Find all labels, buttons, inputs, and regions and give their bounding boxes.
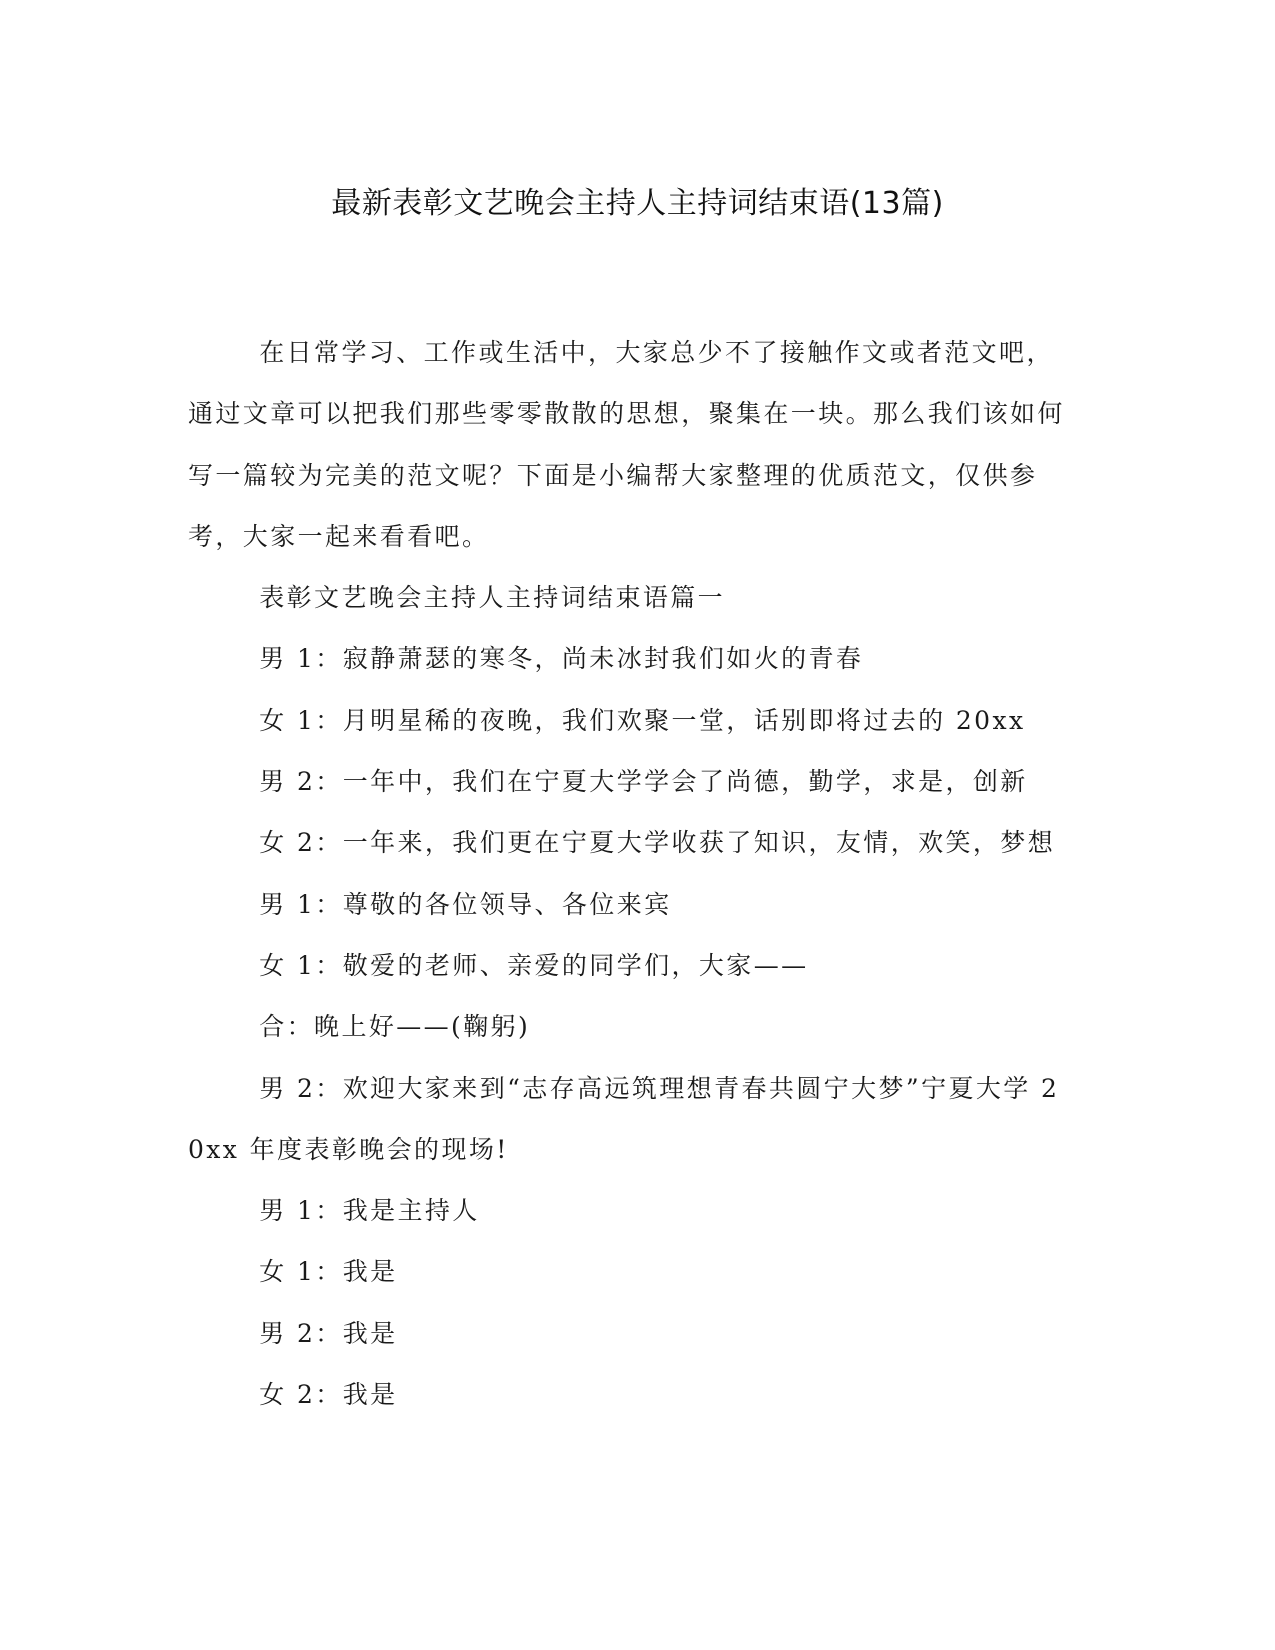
script-line: 女 1：敬爱的老师、亲爱的同学们，大家—— [259, 950, 809, 980]
script-line: 男 2：我是 [259, 1318, 398, 1348]
intro-paragraph: 在日常学习、工作或生活中，大家总少不了接触作文或者范文吧，通过文章可以把我们那些零零散散的思想，聚集在一块。那么我们该如何写一篇较为完美的范文呢？下面是小编帮大家整理的优质范文，仅供参考，大家一起来看看吧。 [188, 338, 1065, 551]
script-line: 男 1：寂静萧瑟的寒冬，尚未冰封我们如火的青春 [259, 644, 864, 674]
script-line: 女 1：月明星稀的夜晚，我们欢聚一堂，话别即将过去的 20xx [259, 705, 1026, 735]
script-line: 男 1：我是主持人 [259, 1196, 480, 1226]
section-heading: 表彰文艺晚会主持人主持词结束语篇一 [259, 583, 726, 613]
script-line: 男 1：尊敬的各位领导、各位来宾 [259, 889, 672, 919]
script-line: 男 2：欢迎大家来到“志存高远筑理想青春共圆宁大梦”宁夏大学 20xx 年度表彰晚会的现场! [188, 1073, 1060, 1164]
document-title: 最新表彰文艺晚会主持人主持词结束语(13篇) [331, 186, 944, 221]
script-line: 男 2：一年中，我们在宁夏大学学会了尚德，勤学，求是，创新 [259, 767, 1028, 797]
script-line: 合：晚上好——(鞠躬) [259, 1012, 531, 1042]
script-line: 女 2：我是 [259, 1380, 398, 1410]
script-line: 女 2：一年来，我们更在宁夏大学收获了知识，友情，欢笑，梦想 [259, 828, 1056, 858]
script-line: 女 1：我是 [259, 1257, 398, 1287]
document-body [188, 322, 1068, 1425]
